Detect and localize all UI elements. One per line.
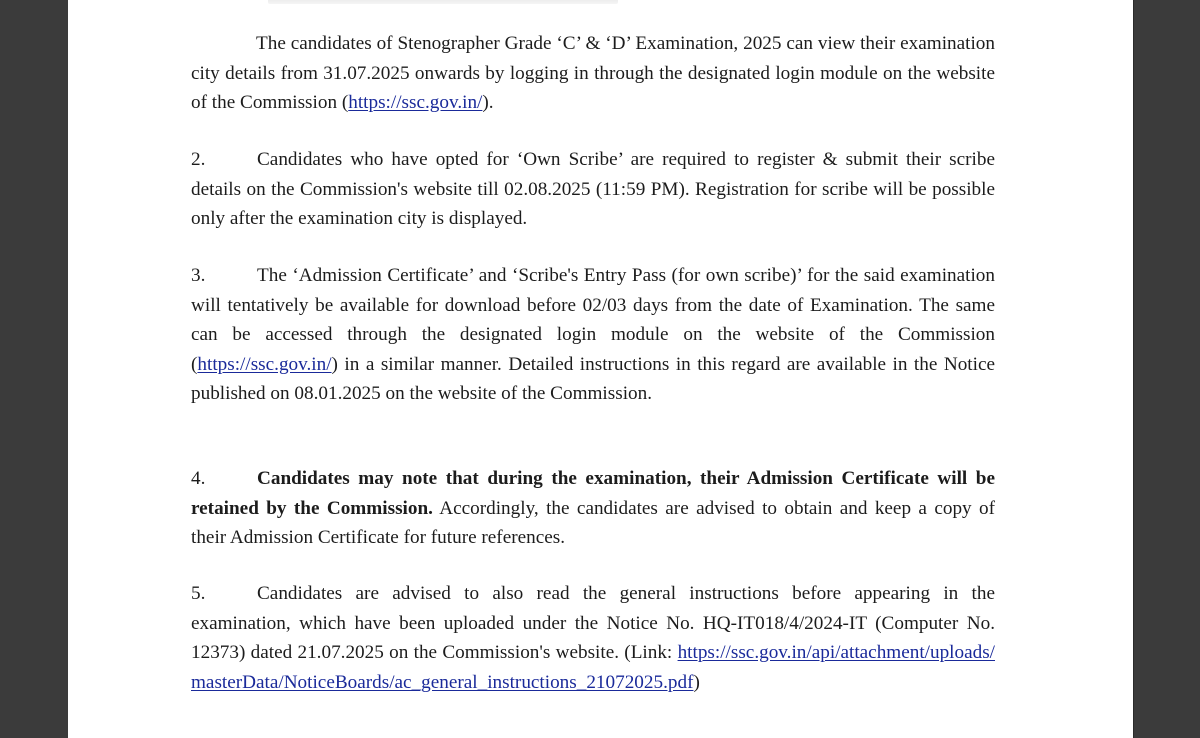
ssc-website-link[interactable]: https://ssc.gov.in/ [197, 353, 332, 375]
paragraph-number: 5. [191, 583, 206, 604]
paragraph-2 [191, 145, 995, 234]
paragraph-3-text-end: ) in a similar manner. Detailed instructions in this regard are available in the Notice published on 08.01.2025 on the website of the Commission. [191, 353, 995, 404]
document-page [68, 0, 1133, 738]
paragraph-number: 3. [191, 265, 206, 286]
paragraph-intro [191, 29, 995, 118]
paragraph-3-text: The ‘Admission Certificate’ and ‘Scribe's Entry Pass (for own scribe)’ for the said examination will tentatively be available for download before 02/03 days from the date of Examination. The same can be accessed through the designated login module on the website of the Commission ( [191, 265, 995, 375]
paragraph-4-text: Accordingly, the candidates are advised to obtain and keep a copy of their Admission Certificate for future references. [191, 497, 995, 548]
intro-text-end: ). [482, 92, 494, 113]
intro-text: The candidates of Stenographer Grade ‘C’ & ‘D’ Examination, 2025 can view their examination city details from 31.07.2025 onwards by logging in through the designated login module on the website of the Commission ( [191, 33, 995, 113]
paragraph-5-text-end: ) [693, 671, 700, 693]
ssc-website-link[interactable]: https://ssc.gov.in/ [348, 92, 483, 113]
paragraph-3 [191, 261, 995, 409]
paragraph-2-text: Candidates who have opted for ‘Own Scribe’ are required to register & submit their scribe details on the Commission's website till 02.08.2025 (11:59 PM). Registration for scribe will be possible only after the examination city is displayed. [191, 149, 995, 229]
previous-line-remnant [268, 0, 618, 4]
paragraph-5-text: Candidates are advised to also read the general instructions before appearing in the examination, which have been uploaded under the Notice No. HQ-IT018/4/2024-IT (Computer No. 12373) dated 21.07.2025 on the Commission's website. (Link: [191, 583, 995, 663]
viewer-background-right [1133, 0, 1200, 738]
paragraph-5 [191, 579, 995, 697]
general-instructions-pdf-link[interactable]: https://ssc.gov.in/api/attachment/uploads/masterData/NoticeBoards/ac_general_instructions_21072025.pdf [191, 642, 995, 693]
viewer-background-left [0, 0, 68, 738]
paragraph-number: 4. [191, 468, 206, 489]
paragraph-4 [191, 464, 995, 553]
paragraph-number: 2. [191, 149, 206, 170]
paragraph-4-bold-text: Candidates may note that during the examination, their Admission Certificate will be retained by the Commission. [191, 468, 995, 519]
